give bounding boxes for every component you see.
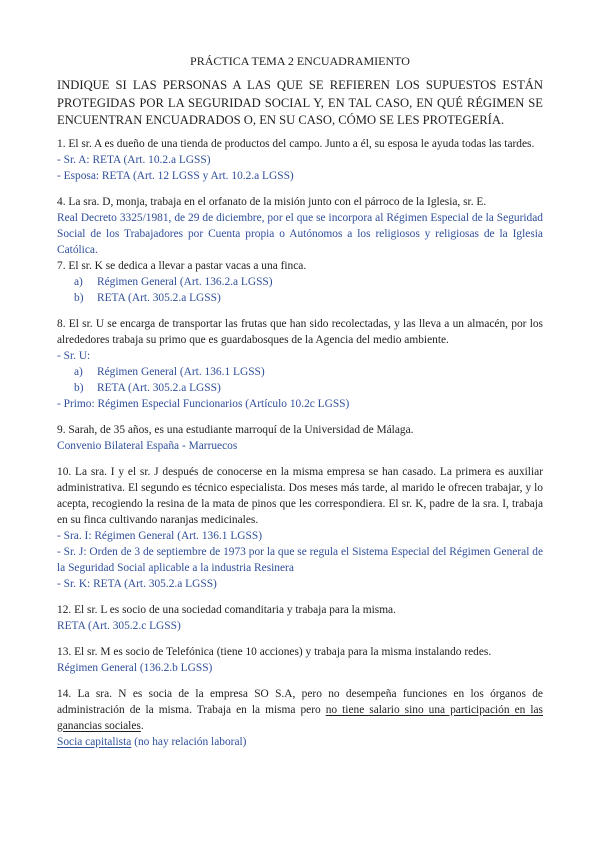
answer-label: - Sr. U: [57, 349, 91, 362]
question-8 [57, 316, 543, 412]
question-text: 8. El sr. U se encarga de transportar las frutas que han sido recolectadas, y las lleva a un almacén, por los alrededores trabaja su primo que es guardabosques de la Agencia del medio ambiente. [57, 317, 543, 346]
list-item [57, 290, 543, 306]
answer: RETA (Art. 305.2.c LGSS) [57, 619, 181, 632]
list-marker: b) [74, 381, 84, 394]
list-text: Régimen General (Art. 136.1 LGSS) [97, 365, 265, 378]
underlined-text: no tiene salario sino una participación en las ganancias sociales [57, 703, 543, 732]
list-item [57, 274, 543, 290]
question-text-part: 14. La sra. N es socia de la empresa SO S.A, pero no desempeña funciones en los órganos de administración de la misma. Trabaja en la misma pero [57, 687, 543, 716]
answer: - Primo: Régimen Especial Funcionarios (Artículo 10.2c LGSS) [57, 397, 350, 410]
question-12 [57, 602, 543, 634]
answer: - Esposa: RETA (Art. 12 LGSS y Art. 10.2.a LGSS) [57, 169, 294, 182]
question-text-part: . [140, 719, 144, 732]
list-marker: a) [74, 365, 83, 378]
answer: - Sra. I: Régimen General (Art. 136.1 LGSS) [57, 529, 262, 542]
document-page [57, 0, 543, 750]
question-4 [57, 194, 543, 258]
list-text: RETA (Art. 305.2.a LGSS) [97, 381, 221, 394]
page-title: PRÁCTICA TEMA 2 ENCUADRAMIENTO [190, 54, 410, 68]
answer: - Sr. A: RETA (Art. 10.2.a LGSS) [57, 153, 211, 166]
answer: Real Decreto 3325/1981, de 29 de diciembre, por el que se incorpora al Régimen Especial de la Seguridad Social de los Trabajadores por Cuenta propia o Autónomos a los religiosos y religiosas de la Iglesia Católica. [57, 211, 543, 256]
list-item [57, 364, 543, 380]
answer-text-part: (no hay relación laboral) [131, 735, 247, 748]
question-text: 7. El sr. K se dedica a llevar a pastar vacas a una finca. [57, 259, 307, 272]
question-text: 1. El sr. A es dueño de una tienda de productos del campo. Junto a él, su esposa le ayuda todas las tardes. [57, 137, 535, 150]
question-text [57, 686, 543, 734]
question-text: 9. Sarah, de 35 años, es una estudiante marroquí de la Universidad de Málaga. [57, 423, 414, 436]
list-text: Régimen General (Art. 136.2.a LGSS) [97, 275, 273, 288]
underlined-answer: Socia capitalista [57, 735, 132, 748]
instructions: INDIQUE SI LAS PERSONAS A LAS QUE SE REFIEREN LOS SUPUESTOS ESTÁN PROTEGIDAS POR LA SEGURIDAD SOCIAL Y, EN TAL CASO, EN QUÉ RÉGIMEN SE ENCUENTRAN ENCUADRADOS O, EN SU CASO, CÓMO SE LES PROTEGERÍA. [57, 78, 543, 127]
question-9 [57, 422, 543, 454]
list-text: RETA (Art. 305.2.a LGSS) [97, 291, 221, 304]
question-10 [57, 464, 543, 592]
question-7 [57, 258, 543, 306]
question-text: 10. La sra. I y el sr. J después de conocerse en la misma empresa se han casado. La primera es auxiliar administrativa. El segundo es técnico especialista. Dos meses más tarde, al marido le ofrecen trabajar, y lo acepta, recogiendo la resina de la mata de pinos que les correspondiera. El sr. K, padre de la sra. I, trabaja en su finca cultivando naranjas medicinales. [57, 465, 543, 526]
answer: - Sr. K: RETA (Art. 305.2.a LGSS) [57, 577, 217, 590]
list-marker: a) [74, 275, 83, 288]
question-text: 13. El sr. M es socio de Telefónica (tiene 10 acciones) y trabaja para la misma instalando redes. [57, 645, 492, 658]
question-13 [57, 644, 543, 676]
question-text: 4. La sra. D, monja, trabaja en el orfanato de la misión junto con el párroco de la Iglesia, sr. E. [57, 195, 487, 208]
answer [57, 734, 543, 750]
answer: Régimen General (136.2.b LGSS) [57, 661, 213, 674]
list-item [57, 380, 543, 396]
answer: Convenio Bilateral España - Marruecos [57, 439, 238, 452]
question-14 [57, 686, 543, 750]
answer: - Sr. J: Orden de 3 de septiembre de 1973 por la que se regula el Sistema Especial del Régimen General de la Seguridad Social aplicable a la industria Resinera [57, 545, 543, 574]
question-text: 12. El sr. L es socio de una sociedad comanditaria y trabaja para la misma. [57, 603, 396, 616]
list-marker: b) [74, 291, 84, 304]
question-1 [57, 136, 543, 184]
